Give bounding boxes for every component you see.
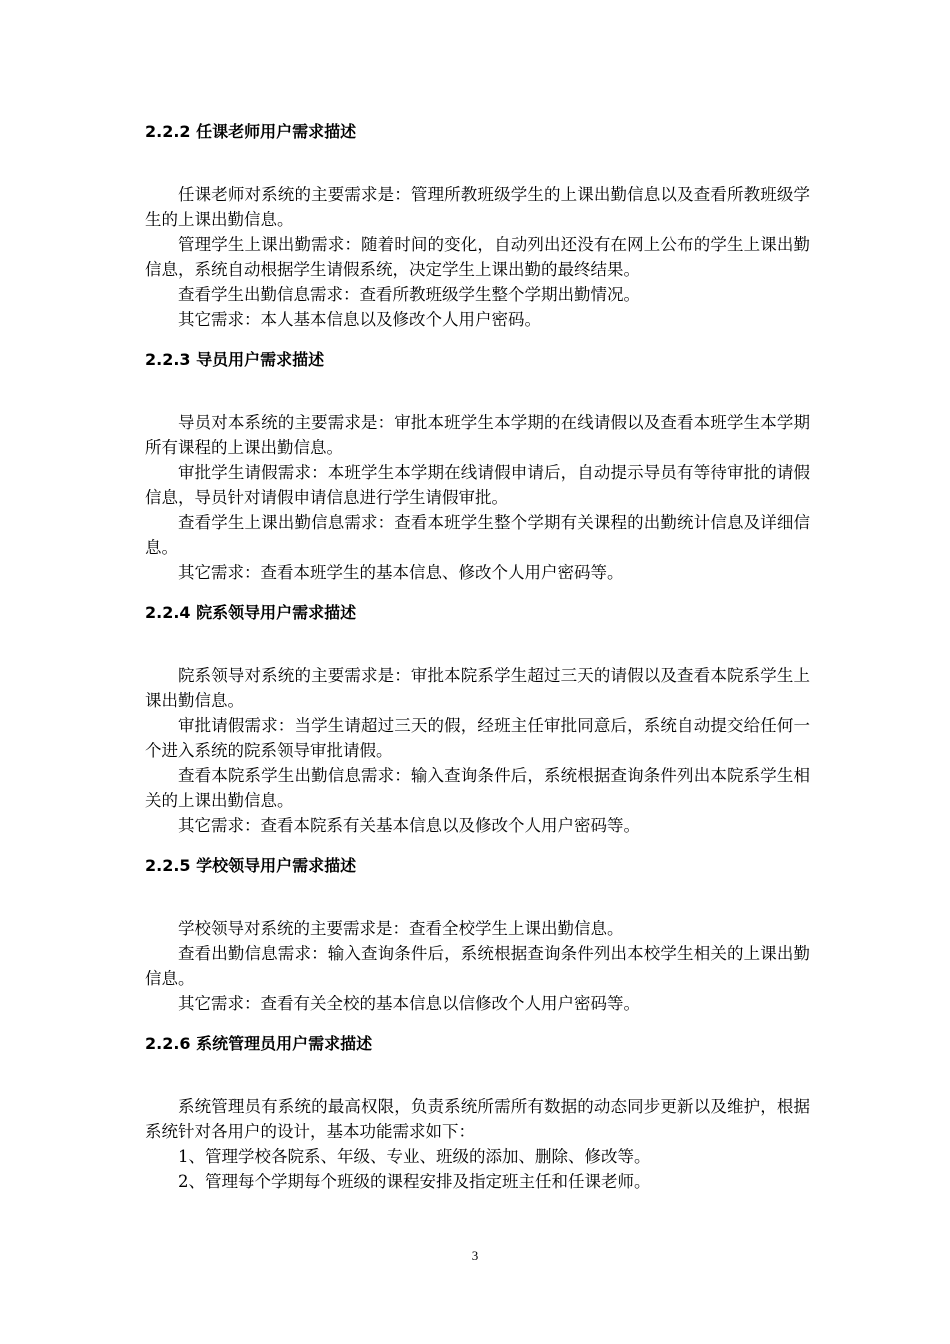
paragraph: 院系领导对系统的主要需求是：审批本院系学生超过三天的请假以及查看本院系学生上课出勤信息。 <box>145 666 810 710</box>
paragraph: 审批学生请假需求：本班学生本学期在线请假申请后，自动提示导员有等待审批的请假信息，导员针对请假申请信息进行学生请假审批。 <box>145 463 810 507</box>
paragraph: 查看学生上课出勤信息需求：查看本班学生整个学期有关课程的出勤统计信息及详细信息。 <box>145 513 810 557</box>
section-body <box>145 1094 810 1194</box>
section-department-leader-requirements <box>145 599 810 838</box>
section-teacher-requirements <box>145 118 810 332</box>
section-body <box>145 663 810 838</box>
section-body <box>145 182 810 332</box>
section-body <box>145 410 810 585</box>
section-counselor-requirements <box>145 346 810 585</box>
section-heading: 2.2.3 导员用户需求描述 <box>145 350 325 369</box>
paragraph: 其它需求：查看本班学生的基本信息、修改个人用户密码等。 <box>178 563 624 582</box>
paragraph: 查看出勤信息需求：输入查询条件后，系统根据查询条件列出本校学生相关的上课出勤信息。 <box>145 944 810 988</box>
section-heading: 2.2.6 系统管理员用户需求描述 <box>145 1034 373 1053</box>
section-body <box>145 916 810 1016</box>
paragraph: 学校领导对系统的主要需求是：查看全校学生上课出勤信息。 <box>178 919 624 938</box>
paragraph: 其它需求：查看本院系有关基本信息以及修改个人用户密码等。 <box>178 816 640 835</box>
paragraph: 2、管理每个学期每个班级的课程安排及指定班主任和任课老师。 <box>178 1172 651 1191</box>
section-admin-requirements <box>145 1030 810 1194</box>
section-heading: 2.2.2 任课老师用户需求描述 <box>145 122 357 141</box>
section-school-leader-requirements <box>145 852 810 1016</box>
section-heading: 2.2.4 院系领导用户需求描述 <box>145 603 357 622</box>
paragraph: 1、管理学校各院系、年级、专业、班级的添加、删除、修改等。 <box>178 1147 651 1166</box>
page-number: 3 <box>471 1248 479 1263</box>
paragraph: 其它需求：本人基本信息以及修改个人用户密码。 <box>178 310 541 329</box>
paragraph: 其它需求：查看有关全校的基本信息以信修改个人用户密码等。 <box>178 994 640 1013</box>
paragraph: 审批请假需求：当学生请超过三天的假，经班主任审批同意后，系统自动提交给任何一个进入系统的院系领导审批请假。 <box>145 716 810 760</box>
paragraph: 查看学生出勤信息需求：查看所教班级学生整个学期出勤情况。 <box>178 285 640 304</box>
section-heading: 2.2.5 学校领导用户需求描述 <box>145 856 357 875</box>
paragraph: 管理学生上课出勤需求：随着时间的变化，自动列出还没有在网上公布的学生上课出勤信息，系统自动根据学生请假系统，决定学生上课出勤的最终结果。 <box>145 235 810 279</box>
document-content <box>145 118 810 1208</box>
paragraph: 任课老师对系统的主要需求是：管理所教班级学生的上课出勤信息以及查看所教班级学生的上课出勤信息。 <box>145 185 810 229</box>
paragraph: 查看本院系学生出勤信息需求：输入查询条件后，系统根据查询条件列出本院系学生相关的上课出勤信息。 <box>145 766 810 810</box>
paragraph: 导员对本系统的主要需求是：审批本班学生本学期的在线请假以及查看本班学生本学期所有课程的上课出勤信息。 <box>145 413 810 457</box>
paragraph: 系统管理员有系统的最高权限，负责系统所需所有数据的动态同步更新以及维护，根据系统针对各用户的设计，基本功能需求如下： <box>145 1097 810 1141</box>
